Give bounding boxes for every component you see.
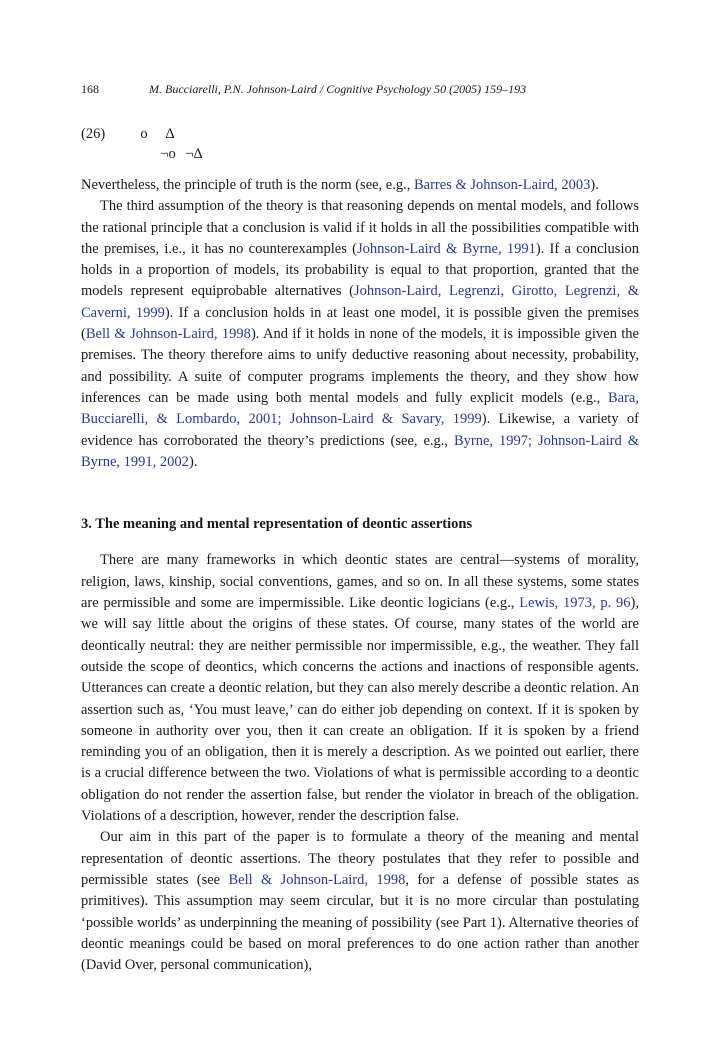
- citation-link[interactable]: Bell & Johnson-Laird, 1998: [85, 326, 251, 343]
- paragraph: Our aim in this part of the paper is to formulate a theory of the meaning and mental representation of deontic assertions. The theory postulates that they refer to possible and permissible states (see Bell & Johnson-Laird, 1998, for a defense of possible states as primitives). This assumption may seem circular, but it is no more circular than postulating ‘possible worlds’ as underpinning the meaning of possibility (see Part 1). Alternative theories of deontic meanings could be based on moral preferences to do one action rather than another (David Over, personal communication),: [81, 829, 639, 974]
- formula-cell: Δ: [165, 126, 175, 142]
- citation-link[interactable]: Bara, Bucciarelli, & Lombardo, 2001; Johnson-Laird & Savary, 1999: [81, 389, 639, 428]
- formula-label: (26): [81, 126, 106, 142]
- paragraph: Nevertheless, the principle of truth is the norm (see, e.g., Barres & Johnson-Laird, 2003).: [81, 177, 599, 193]
- citation-link[interactable]: Johnson-Laird, Legrenzi, Girotto, Legrenzi, & Caverni, 1999: [81, 283, 639, 321]
- formula-cell: o: [140, 126, 148, 142]
- formula-row-2: [81, 144, 639, 164]
- citation-link[interactable]: Bell & Johnson-Laird, 1998: [228, 871, 406, 888]
- running-head: [81, 82, 639, 102]
- journal-citation: M. Bucciarelli, P.N. Johnson-Laird / Cognitive Psychology 50 (2005) 159–193: [149, 82, 527, 96]
- formula-26: [81, 124, 639, 164]
- paragraph: There are many frameworks in which deontic states are central—systems of morality, religion, laws, kinship, social conventions, games, and so on. In all these systems, some states are permissible and some are impermissible. Like deontic logicians (e.g., Lewis, 1973, p. 96), we will say little about the origins of these states. Of course, many states of the world are deontically neutral: they are neither permissible nor impermissible, e.g., the weather. They fall outside the scope of deontics, which concerns the actions and inactions of responsible agents. Utterances can create a deontic relation, but they can also merely describe a deontic relation. An assertion such as, ‘You must leave,’ can do either job depending on context. If it is spoken by someone in authority over you, then it can create an obligation. If it is spoken by a friend reminding you of an obligation, then it is merely a description. As we pointed out earlier, there is a crucial difference between the two. Violations of what is permissible according to a deontic obligation do not render the assertion false, but render the violator in breach of the obligation. Violations of a description, however, render the description false.: [81, 552, 639, 825]
- formula-cell: ¬Δ: [185, 146, 203, 162]
- paragraph: The third assumption of the theory is that reasoning depends on mental models, and follows the rational principle that a conclusion is valid if it holds in all the possibilities compatible with the premises, i.e., it has no counterexamples (Johnson-Laird & Byrne, 1991). If a conclusion holds in a proportion of models, its probability is equal to that proportion, granted that the models represent equiprobable alternatives (Johnson-Laird, Legrenzi, Girotto, Legrenzi, & Caverni, 1999). If a conclusion holds in at least one model, it is possible given the premises (Bell & Johnson-Laird, 1998). And if it holds in none of the models, it is impossible given the premises. The theory therefore aims to unify deductive reasoning about necessity, probability, and possibility. A suite of computer programs implements the theory, and they show how inferences can be made using both mental models and fully explicit models (e.g., Bara, Bucciarelli, & Lombardo, 2001; Johnson-Laird & Savary, 1999). Likewise, a variety of evidence has corroborated the theory’s predictions (see, e.g., Byrne, 1997; Johnson-Laird & Byrne, 1991, 2002).: [81, 198, 639, 470]
- formula-row-1: [81, 124, 639, 144]
- page: [81, 82, 639, 976]
- page-number: 168: [81, 82, 99, 96]
- citation-link[interactable]: Johnson-Laird & Byrne, 1991: [356, 240, 536, 257]
- section-heading: 3. The meaning and mental representation of deontic assertions: [81, 516, 473, 533]
- body-text: [81, 175, 639, 976]
- citation-link[interactable]: Barres & Johnson-Laird, 2003: [414, 177, 591, 193]
- citation-link[interactable]: Byrne, 1997; Johnson-Laird & Byrne, 1991, 2002: [81, 432, 639, 470]
- formula-cell: ¬o: [160, 146, 176, 162]
- citation-link[interactable]: Lewis, 1973, p. 96: [519, 595, 631, 612]
